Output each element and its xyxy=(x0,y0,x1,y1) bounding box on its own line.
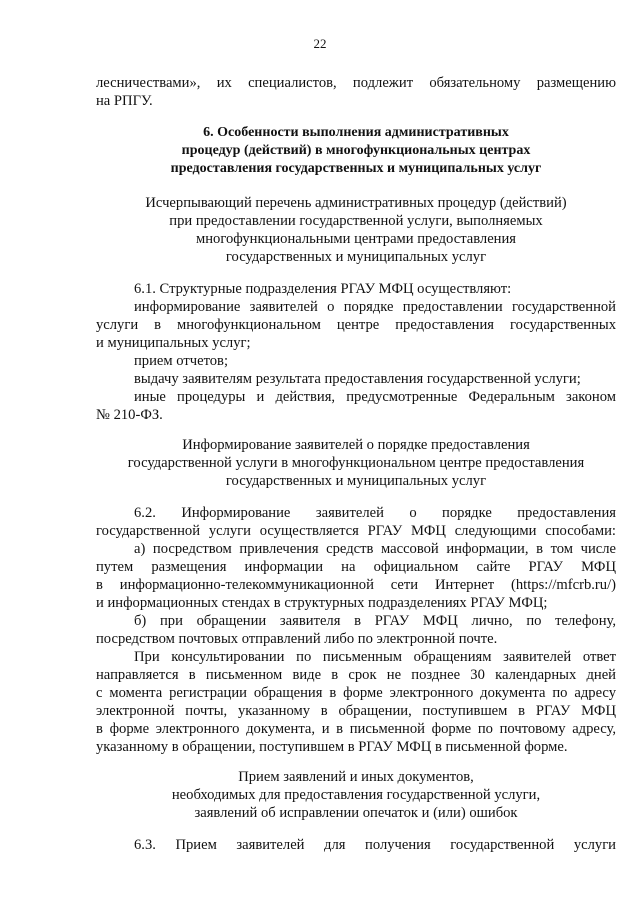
paragraph-line: 6.2. Информирование заявителей о порядке предоставления xyxy=(134,505,616,521)
paragraph-line: а) посредством привлечения средств массовой информации, в том числе xyxy=(134,541,616,557)
paragraph-line: 6.1. Структурные подразделения РГАУ МФЦ осуществляют: xyxy=(134,281,512,297)
paragraph-line: в информационно-телекоммуникационной сети Интернет (https://mfcrb.ru/) xyxy=(96,577,616,593)
section-heading: процедур (действий) в многофункциональных центрах xyxy=(181,143,531,158)
subheading: Информирование заявителей о порядке предоставления xyxy=(182,437,530,453)
paragraph-line: и информационных стендах в структурных подразделениях РГАУ МФЦ; xyxy=(96,595,548,611)
paragraph-line: посредством почтовых отправлений либо по электронной почте. xyxy=(96,631,498,647)
subheading: многофункциональными центрами предоставления xyxy=(195,231,517,247)
subheading: государственных и муниципальных услуг xyxy=(225,249,487,265)
paragraph-line: и муниципальных услуг; xyxy=(96,335,251,351)
subheading: необходимых для предоставления государственной услуги, xyxy=(171,787,541,803)
subheading: Прием заявлений и иных документов, xyxy=(238,769,474,785)
section-heading: 6. Особенности выполнения административных xyxy=(203,125,509,140)
paragraph-line: прием отчетов; xyxy=(134,353,229,369)
paragraph-line: выдачу заявителям результата предоставления государственной услуги; xyxy=(134,371,581,387)
subheading: заявлений об исправлении опечаток и (или) ошибок xyxy=(194,805,518,821)
paragraph-line: путем размещения информации на официальном сайте РГАУ МФЦ xyxy=(96,559,616,575)
paragraph-line: информирование заявителей о порядке предоставлении государственной xyxy=(134,299,616,315)
paragraph-line: иные процедуры и действия, предусмотренные Федеральным законом xyxy=(134,389,616,405)
subheading: государственной услуги в многофункциональном центре предоставления xyxy=(127,455,585,471)
paragraph-line: с момента регистрации обращения в форме электронного документа по адресу xyxy=(96,685,616,701)
paragraph-line: указанному в обращении, поступившем в РГАУ МФЦ в письменной форме. xyxy=(96,739,568,755)
paragraph-line: При консультировании по письменным обращениям заявителей ответ xyxy=(134,649,616,665)
paragraph-line: в форме электронного документа, и в письменной форме по почтовому адресу, xyxy=(96,721,616,737)
subheading: при предоставлении государственной услуги, выполняемых xyxy=(169,213,543,229)
page-number: 22 xyxy=(313,36,327,51)
paragraph-line: 6.3. Прием заявителей для получения государственной услуги xyxy=(134,837,616,853)
paragraph-line: государственной услуги осуществляется РГАУ МФЦ следующими способами: xyxy=(96,523,616,539)
subheading: Исчерпывающий перечень административных процедур (действий) xyxy=(145,195,567,211)
paragraph-line: б) при обращении заявителя в РГАУ МФЦ лично, по телефону, xyxy=(134,613,616,629)
paragraph-line: электронной почты, указанному в обращении, поступившем в РГАУ МФЦ xyxy=(96,703,616,719)
paragraph-line: услуги в многофункциональном центре предоставления государственных xyxy=(96,317,616,333)
subheading: государственных и муниципальных услуг xyxy=(225,473,487,489)
paragraph-line: № 210-ФЗ. xyxy=(96,407,163,423)
paragraph-line: лесничествами», их специалистов, подлежит обязательному размещению xyxy=(96,75,616,91)
section-heading: предоставления государственных и муниципальных услуг xyxy=(170,161,542,176)
paragraph-line: направляется в письменном виде в срок не позднее 30 календарных дней xyxy=(96,667,616,683)
paragraph-line: на РПГУ. xyxy=(96,93,153,109)
